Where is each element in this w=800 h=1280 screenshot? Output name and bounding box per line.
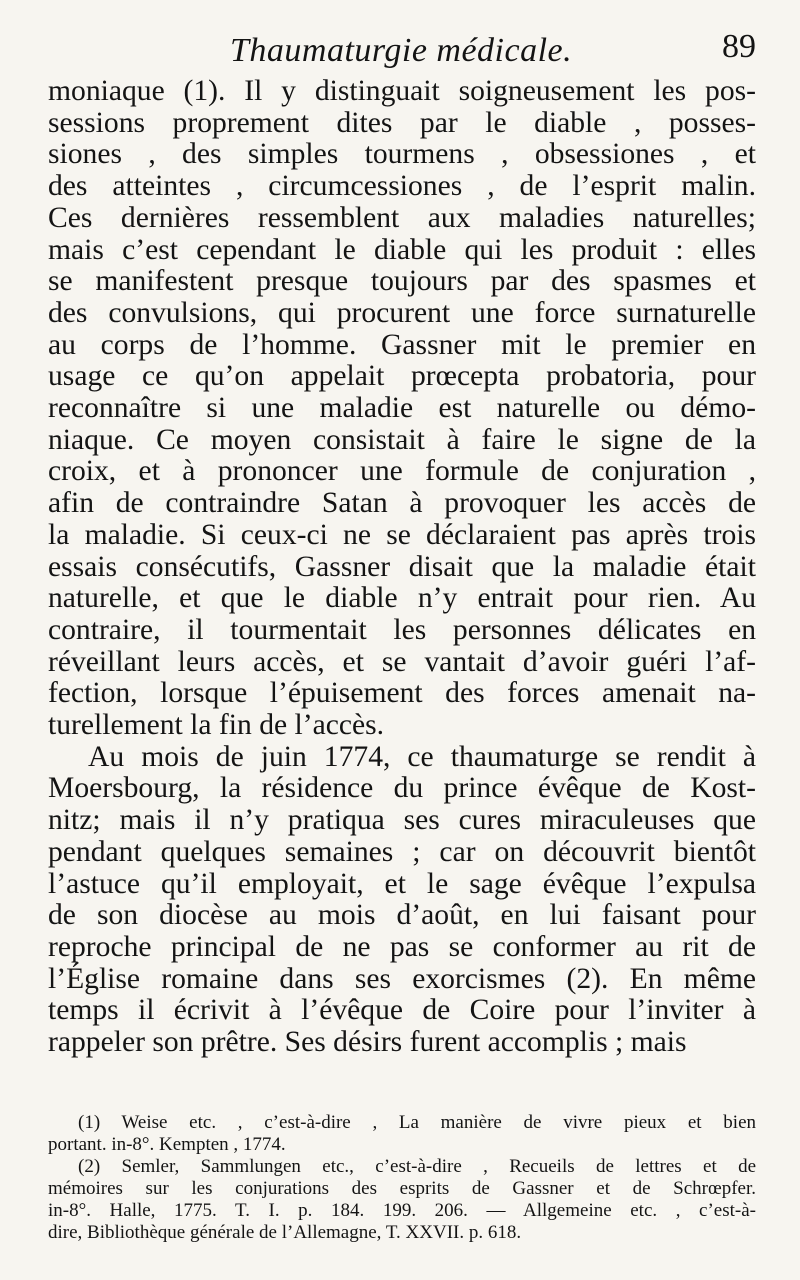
text-line: réveillant leurs accès, et se vantait d’avoir guéri l’af-: [48, 645, 756, 678]
footnotes: [48, 1112, 756, 1244]
text-line: l’Église romaine dans ses exorcismes (2). En même: [48, 962, 756, 995]
text-line: niaque. Ce moyen consistait à faire le signe de la: [48, 423, 756, 456]
text-line: turellement la fin de l’accès.: [48, 709, 385, 742]
text-line: contraire, il tourmentait les personnes délicates en: [48, 613, 756, 646]
footnote-line: (2) Semler, Sammlungen etc., c’est-à-dire , Recueils de lettres et de: [78, 1156, 756, 1177]
text-line: nitz; mais il n’y pratiqua ses cures miraculeuses que: [48, 804, 756, 837]
text-line: essais consécutifs, Gassner disait que la maladie était: [48, 550, 756, 583]
text-line: mais c’est cependant le diable qui les produit : elles: [48, 233, 756, 266]
footnote-line: (1) Weise etc. , c’est-à-dire , La manière de vivre pieux et bien: [78, 1112, 756, 1133]
text-line: afin de contraindre Satan à provoquer les accès de: [48, 487, 756, 520]
text-line: Ces dernières ressemblent aux maladies naturelles;: [48, 201, 756, 234]
text-line: se manifestent presque toujours par des spasmes et: [48, 265, 756, 298]
text-line: moniaque (1). Il y distinguait soigneusement les pos-: [48, 75, 756, 107]
text-line: rappeler son prêtre. Ses désirs furent accomplis ; mais: [48, 1026, 687, 1059]
text-line: Moersbourg, la résidence du prince évêque de Kost-: [48, 772, 756, 805]
text-line: naturelle, et que le diable n’y entrait pour rien. Au: [48, 582, 756, 615]
text-line: au corps de l’homme. Gassner mit le premier en: [48, 328, 756, 361]
text-line: temps il écrivit à l’évêque de Coire pour l’inviter à: [48, 994, 756, 1027]
text-line: pendant quelques semaines ; car on découvrit bientôt: [48, 835, 756, 868]
running-header: [48, 24, 756, 82]
text-line: usage ce qu’on appelait prœcepta probatoria, pour: [48, 360, 756, 393]
text-line: reproche principal de ne pas se conformer au rit de: [48, 930, 756, 963]
running-title: Thaumaturgie médicale.: [230, 32, 573, 69]
text-line: l’astuce qu’il employait, et le sage évêque l’expulsa: [48, 867, 756, 900]
text-line: des atteintes , circumcessiones , de l’esprit malin.: [48, 170, 756, 203]
text-line: fection, lorsque l’épuisement des forces amenait na-: [48, 677, 756, 710]
text-line: la maladie. Si ceux-ci ne se déclaraient pas après trois: [48, 518, 756, 551]
footnote-line: in-8°. Halle, 1775. T. I. p. 184. 199. 206. — Allgemeine etc. , c’est-à-: [48, 1200, 756, 1221]
text-line: siones , des simples tourmens , obsessiones , et: [48, 138, 756, 171]
text-line: Au mois de juin 1774, ce thaumaturge se rendit à: [88, 740, 756, 773]
footnote-line: mémoires sur les conjurations des esprits de Gassner et de Schrœpfer.: [48, 1178, 756, 1199]
text-line: de son diocèse au mois d’août, en lui faisant pour: [48, 899, 756, 932]
page-number: 89: [722, 28, 756, 65]
text-line: croix, et à prononcer une formule de conjuration ,: [48, 455, 756, 488]
text-line: sessions proprement dites par le diable , posses-: [48, 106, 756, 139]
footnote-line: dire, Bibliothèque générale de l’Allemagne, T. XXVII. p. 618.: [48, 1222, 522, 1243]
text-line: reconnaître si une maladie est naturelle ou démo-: [48, 392, 756, 425]
main-text: [48, 76, 756, 1059]
footnote-line: portant. in-8°. Kempten , 1774.: [48, 1134, 286, 1155]
text-line: des convulsions, qui procurent une force surnaturelle: [48, 296, 756, 329]
